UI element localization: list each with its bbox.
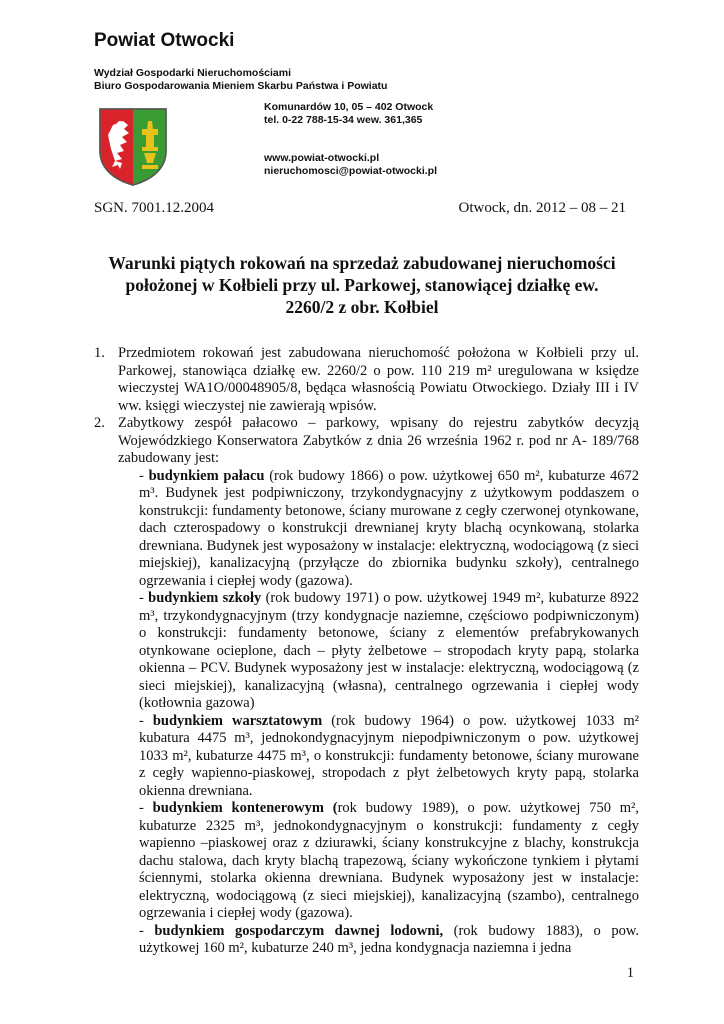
building-description: rok budowy 1989), o pow. użytkowej 750 m², kubaturze 2325 m³, jednokondygnacyjnym o konstrukcji: fundamenty z cegły wapienno –piaskowej oraz z dziurawki, ściany konstrukcyjne z blachy, konstrukcja dachu stalowa, dach kryty blachą trapezową, ściany wykończone tynkiem i płytami ściennymi, stolarka okienna drewniana. Budynek wyposażony jest w instalacje: elektryczną, wodociągową (z sieci miejskiej), kanalizacyjną (szambo), centralnego ogrzewania i ciepłej wody (gazowa). xyxy=(139,800,639,921)
building-description: (rok budowy 1964) o pow. użytkowej 1033 m² kubatura 4475 m³, jednokondygnacyjnym niepodpiwniczonym o pow. użytkowej 1033 m², kubaturze 4475 m³, o konstrukcji: fundamenty betonowe, ściany murowane z cegły wapienno-piaskowej, stropodach z płyt żelbetowych kryty papą, stolarka okienna drewniana. xyxy=(139,712,639,799)
building-description: (rok budowy 1866) o pow. użytkowej 650 m², kubaturze 4672 m³. Budynek jest podpiwniczony, trzykondygnacyjny z użytkowym poddaszem o konstrukcji: fundamenty betonowe, ściany murowane z cegły czerwonej otynkowane, dach czterospadowy o konstrukcji drewnianej kryty blachą ocynkowaną, stolarka drewniana. Budynek jest wyposażony w instalacje: elektryczną, wodociągową (z sieci miejskiej), kanalizacyjną (przyłącze do zbiornika budynku szkoły), centralnego ogrzewania i ciepłej wody (gazowa). xyxy=(139,467,639,589)
building-name: budynkiem gospodarczym dawnej lodowni, xyxy=(154,922,444,939)
website-link[interactable]: www.powiat-otwocki.pl xyxy=(264,152,380,164)
building-name: budynkiem kontenerowym ( xyxy=(152,800,338,816)
building-entry: - budynkiem szkoły (rok budowy 1971) o pow. użytkowej 1949 m², kubaturze 8922 m³, trzykondygnacyjnym (trzy kondygnacje naziemne, częściowo podpiwniczonym) o konstrukcji: fundamenty betonowe, ściany z elementów prefabrykowanych otynkowane ocieplone, dach – płyty żelbetowe – stropodach kryty papą, stolarka okienna – PCV. Budynek wyposażony jest w instalacje: elektryczną, wodociągową (z sieci miejskiej), kanalizacyjną (własna), centralnego ogrzewania i ciepłej wody (kotłownia gazowa) xyxy=(139,590,639,711)
web-contact-block xyxy=(264,152,437,178)
document-body xyxy=(94,345,639,958)
building-entry: - budynkiem kontenerowym (rok budowy 1989), o pow. użytkowej 750 m², kubaturze 2325 m³, jednokondygnacyjnym o konstrukcji: fundamenty z cegły wapienno –piaskowej oraz z dziurawki, ściany konstrukcyjne z blachy, konstrukcja dachu stalowa, dach kryty blachą trapezową, ściany wykończone tynkiem i płytami ściennymi, stolarka okienna drewniana. Budynek wyposażony jest w instalacje: elektryczną, wodociągową (z sieci miejskiej), kanalizacyjną (szambo), centralnego ogrzewania i ciepłej wody (gazowa). xyxy=(139,800,639,921)
item-number: 1. xyxy=(94,345,105,361)
item-text: Przedmiotem rokowań jest zabudowana nieruchomość położona w Kołbieli przy ul. Parkowej, stanowiąca działkę ew. 2260/2 o pow. 110 219 m² uregulowana w księdze wieczystej WA1O/00048905/8, będąca własnością Powiatu Otwockiego. Działy III i IV ww. księgi wieczystej nie zawierają wpisów. xyxy=(118,345,639,414)
building-entry: - budynkiem gospodarczym dawnej lodowni, (rok budowy 1883), o pow. użytkowej 160 m², kubaturze 240 m³, jedna kondygnacja naziemna i jedna xyxy=(139,922,639,956)
item-text: Zabytkowy zespół pałacowo – parkowy, wpisany do rejestru zabytków decyzją Wojewódzkiego Konserwatora Zabytków z dnia 26 września 1962 r. pod nr A- 189/768 zabudowany jest: xyxy=(118,415,639,466)
email-link[interactable]: nieruchomosci@powiat-otwocki.pl xyxy=(264,165,438,177)
list-item xyxy=(94,345,639,415)
title-line: położonej w Kołbieli przy ul. Parkowej, stanowiącej działkę ew. xyxy=(125,275,599,295)
building-name: budynkiem szkoły xyxy=(148,590,262,606)
title-line: 2260/2 z obr. Kołbiel xyxy=(285,297,439,317)
contact-block xyxy=(264,101,433,127)
item-number: 2. xyxy=(94,415,105,431)
page-number: 1 xyxy=(626,965,634,981)
place-date: Otwock, dn. 2012 – 08 – 21 xyxy=(458,200,626,216)
building-description: (rok budowy 1971) o pow. użytkowej 1949 m², kubaturze 8922 m³, trzykondygnacyjnym (trzy kondygnacje naziemne, częściowo podpiwniczonym) o konstrukcji: fundamenty betonowe, ściany z elementów prefabrykowanych otynkowane ocieplone, dach – płyty żelbetowe – stropodach kryty papą, stolarka okienna – PCV. Budynek wyposażony jest w instalacje: elektryczną, wodociągową (z sieci miejskiej), kanalizacyjną (własna), centralnego ogrzewania i ciepłej wody (kotłownia gazowa) xyxy=(139,590,639,711)
county-coat-of-arms-icon xyxy=(98,107,168,187)
department-block xyxy=(94,67,387,93)
county-name: Powiat Otwocki xyxy=(94,30,235,51)
address: Komunardów 10, 05 – 402 Otwock xyxy=(264,101,434,113)
reference-number: SGN. 7001.12.2004 xyxy=(94,200,215,216)
phone: tel. 0-22 788-15-34 wew. 361,365 xyxy=(264,114,423,126)
title-line: Warunki piątych rokowań na sprzedaż zabudowanej nieruchomości xyxy=(108,253,616,273)
building-entry: - budynkiem warsztatowym (rok budowy 1964) o pow. użytkowej 1033 m² kubatura 4475 m³, jednokondygnacyjnym niepodpiwniczonym o pow. użytkowej 1033 m², kubaturze 4475 m³, o konstrukcji: fundamenty betonowe, ściany murowane z cegły wapienno-piaskowej, stropodach z płyt żelbetowych kryty papą, stolarka okienna drewniana. xyxy=(139,712,639,799)
building-name: budynkiem pałacu xyxy=(148,467,265,484)
office-name: Biuro Gospodarowania Mieniem Skarbu Państwa i Powiatu xyxy=(94,80,388,92)
building-name: budynkiem warsztatowym xyxy=(152,712,323,729)
list-item xyxy=(94,415,639,958)
department-name: Wydział Gospodarki Nieruchomościami xyxy=(94,67,292,79)
document-title xyxy=(94,252,630,318)
building-entry: - budynkiem pałacu (rok budowy 1866) o pow. użytkowej 650 m², kubaturze 4672 m³. Budynek jest podpiwniczony, trzykondygnacyjny z użytkowym poddaszem o konstrukcji: fundamenty betonowe, ściany murowane z cegły czerwonej otynkowane, dach czterospadowy o konstrukcji drewnianej kryty blachą ocynkowaną, stolarka drewniana. Budynek jest wyposażony w instalacje: elektryczną, wodociągową (z sieci miejskiej), kanalizacyjną (przyłącze do zbiornika budynku szkoły), centralnego ogrzewania i ciepłej wody (gazowa). xyxy=(139,467,639,589)
building-description: (rok budowy 1883), o pow. użytkowej 160 m², kubaturze 240 m³, jedna kondygnacja naziemna i jedna xyxy=(139,922,639,956)
